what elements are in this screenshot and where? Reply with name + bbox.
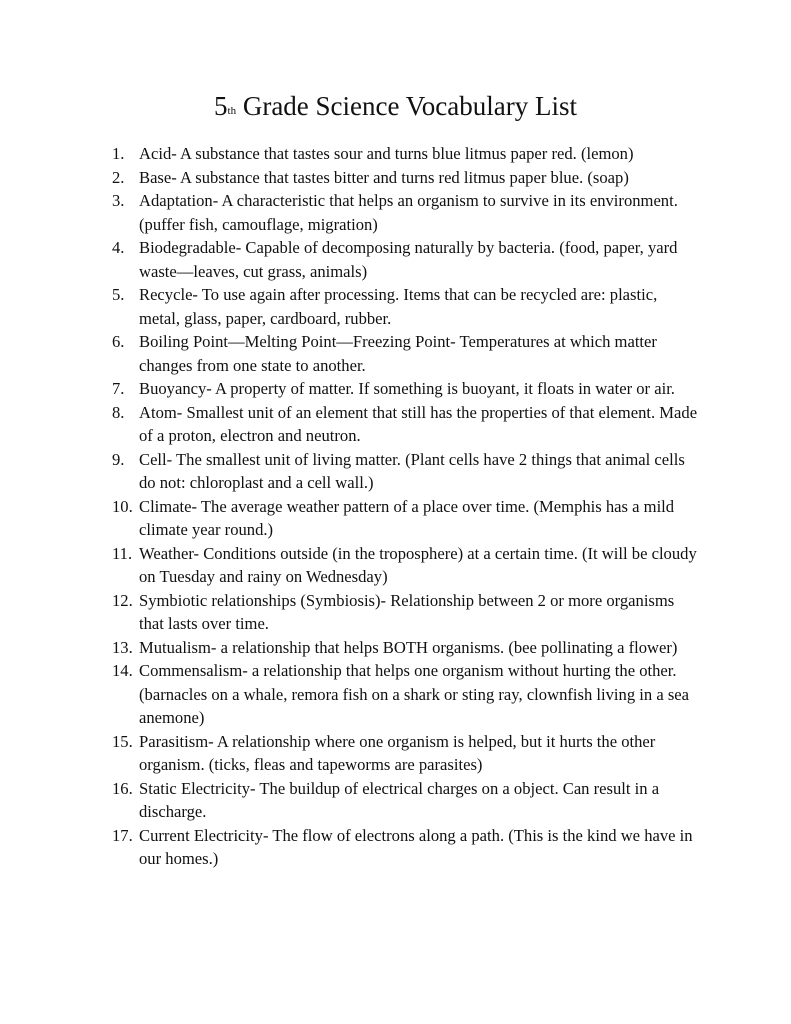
item-number: 10. [112,496,133,516]
list-item [0,495,701,542]
item-number: 13. [112,637,133,657]
item-text: Static Electricity- The buildup of electrical charges on a object. Can result in a discharge. [139,778,660,821]
item-text: Cell- The smallest unit of living matter. (Plant cells have 2 things that animal cells do not: chloroplast and a cell wall.) [139,449,685,492]
item-number: 1. [112,144,125,163]
item-number: 4. [112,238,125,257]
item-number: 5. [112,285,125,304]
item-text: Parasitism- A relationship where one organism is helped, but it hurts the other organism. (ticks, fleas and tapeworms are parasites) [139,731,656,774]
item-text: Atom- Smallest unit of an element that still has the properties of that element. Made of a proton, electron and neutron. [139,402,698,445]
item-number: 14. [112,661,133,680]
item-text: Climate- The average weather pattern of a place over time. (Memphis has a mild climate year round.) [139,496,675,539]
item-text: Adaptation- A characteristic that helps an organism to survive in its environment. (puffer fish, camouflage, migration) [139,191,678,234]
item-text: Recycle- To use again after processing. Items that can be recycled are: plastic, metal, glass, paper, cardboard, rubber. [139,285,658,328]
list-item [0,448,701,495]
list-item [0,166,701,190]
item-number: 16. [112,778,133,798]
item-number: 2. [112,167,125,187]
list-item [0,142,701,166]
item-number: 15. [112,731,133,751]
list-item [0,377,701,401]
item-number: 11. [112,543,133,563]
list-item [0,330,701,377]
list-item [0,401,701,448]
item-text: Weather- Conditions outside (in the troposphere) at a certain time. (It will be cloudy on Tuesday and rainy on Wednesday) [139,543,697,586]
list-item [0,659,701,730]
list-item [0,283,701,330]
item-number: 9. [112,449,125,469]
item-number: 3. [112,191,125,210]
item-number: 17. [112,825,133,845]
item-text: Boiling Point—Melting Point—Freezing Point- Temperatures at which matter changes from one state to another. [139,332,657,375]
item-text: Symbiotic relationships (Symbiosis)- Relationship between 2 or more organisms that lasts over time. [139,590,675,633]
item-text: Mutualism- a relationship that helps BOTH organisms. (bee pollinating a flower) [139,637,678,657]
list-item [0,589,701,636]
vocabulary-list [0,142,791,871]
item-text: Biodegradable- Capable of decomposing naturally by bacteria. (food, paper, yard waste—leaves, cut grass, animals) [139,238,678,281]
item-text: Base- A substance that tastes bitter and turns red litmus paper blue. (soap) [139,167,629,187]
item-number: 7. [112,379,125,398]
item-text: Commensalism- a relationship that helps one organism without hurting the other. (barnacles on a whale, remora fish on a shark or sting ray, clownfish living in a sea anemone) [139,661,690,727]
title-number: 5 [214,91,228,121]
list-item [0,636,701,660]
list-item [0,824,701,871]
item-text: Buoyancy- A property of matter. If something is buoyant, it floats in water or air. [139,379,675,398]
item-text: Current Electricity- The flow of electrons along a path. (This is the kind we have in our homes.) [139,825,693,868]
item-number: 6. [112,332,125,351]
list-item [0,189,701,236]
item-number: 12. [112,590,133,610]
title-superscript: th [227,105,237,117]
list-item [0,777,701,824]
item-text: Acid- A substance that tastes sour and turns blue litmus paper red. (lemon) [139,144,634,163]
list-item [0,542,701,589]
title-text: Grade Science Vocabulary List [236,91,577,121]
page-title [0,88,791,124]
list-item [0,236,701,283]
item-number: 8. [112,402,125,422]
list-item [0,730,701,777]
